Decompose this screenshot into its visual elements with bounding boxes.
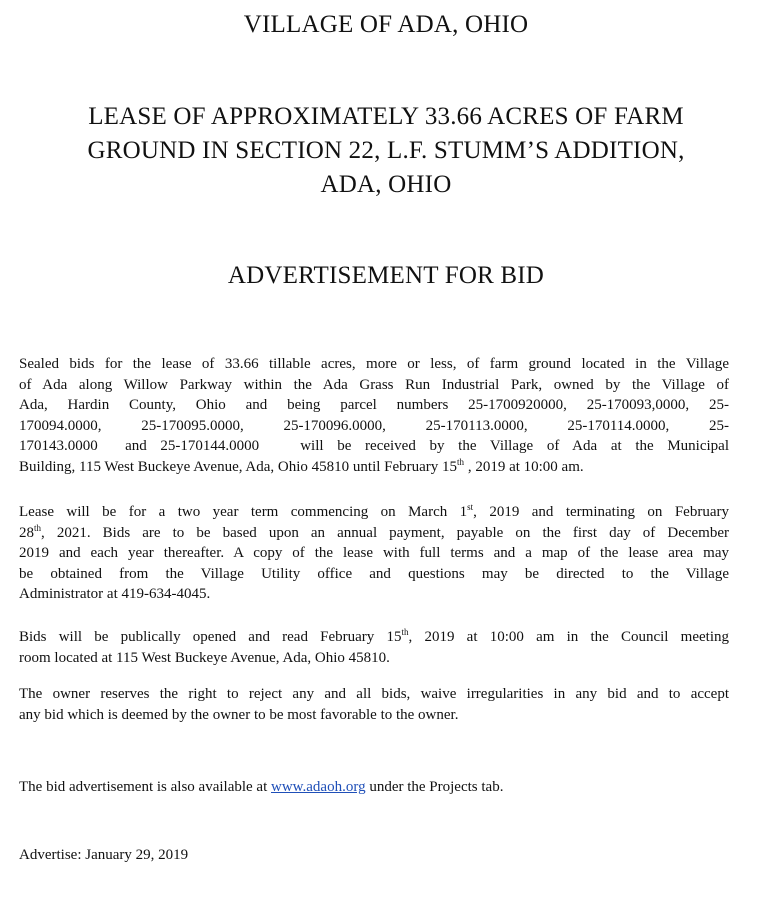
advertise-date (19, 845, 729, 866)
paragraph-line: The owner reserves the right to reject any and all bids, waive irregularities in any bid and to accept (19, 686, 729, 702)
ordinal-suffix: th (34, 522, 42, 533)
website-link[interactable]: www.adaoh.org (271, 779, 366, 795)
advertise-date-text: Advertise: January 29, 2019 (19, 847, 189, 863)
paragraph-line (19, 777, 729, 798)
lease-title-line: LEASE OF APPROXIMATELY 33.66 ACRES OF FARM (88, 103, 684, 130)
parcel-number: 25-170114.0000, (567, 417, 670, 434)
text-segment: The bid advertisement is also available at (19, 779, 271, 795)
paragraph-line (19, 523, 729, 544)
text-segment: Building, 115 West Buckeye Avenue, Ada, Ohio 45810 until February 15 (19, 458, 458, 475)
paragraph-line (19, 457, 729, 478)
parcel-number: 25- (709, 417, 729, 434)
paragraph-line: any bid which is deemed by the owner to be most favorable to the owner. (19, 706, 459, 723)
parcel-number: 25-170095.0000, (141, 417, 244, 434)
paragraph-availability (19, 777, 729, 798)
advertisement-title: ADVERTISEMENT FOR BID (227, 262, 545, 289)
text-segment: 28 (19, 524, 34, 541)
text-segment: , 2019 and terminating on February (473, 504, 729, 520)
text-segment: Bids will be publically opened and read February 15 (19, 629, 402, 645)
paragraph-line: 170143.0000 and 25-170144.0000 will be received by the Village of Ada at the Municipal (19, 438, 729, 454)
lease-title-line: ADA, OHIO (320, 171, 452, 198)
paragraph-line: Sealed bids for the lease of 33.66 tillable acres, more or less, of farm ground located in the Village (19, 356, 729, 372)
paragraph-line (19, 627, 729, 648)
paragraph-sealed-bids (19, 354, 729, 477)
paragraph-line: Ada, Hardin County, Ohio and being parcel numbers 25-1700920000, 25-170093,0000, 25- (19, 397, 729, 413)
parcel-number: 170094.0000, (19, 417, 102, 434)
text-segment: , 2021. Bids are to be based upon an annual payment, payable on the first day of December (41, 524, 729, 541)
paragraph-line: of Ada along Willow Parkway within the Ada Grass Run Industrial Park, owned by the Village of (19, 376, 729, 393)
paragraph-line: be obtained from the Village Utility office and questions may be directed to the Village (19, 565, 729, 582)
text-segment: , 2019 at 10:00 am. (464, 458, 584, 475)
paragraph-bid-opening (19, 627, 729, 668)
paragraph-line: Administrator at 419-634-4045. (19, 586, 211, 602)
text-segment: Lease will be for a two year term commencing on March 1 (19, 504, 468, 520)
ordinal-suffix: st (467, 502, 474, 512)
lease-title-line: GROUND IN SECTION 22, L.F. STUMM’S ADDITION, (87, 137, 685, 164)
text-segment: under the Projects tab. (365, 779, 504, 795)
paragraph-line: 2019 and each year thereafter. A copy of the lease with full terms and a map of the lease area may (19, 545, 729, 561)
ordinal-suffix: th (401, 627, 409, 637)
paragraph-lease-term (19, 502, 729, 605)
parcel-numbers-line (19, 416, 729, 437)
paragraph-line: room located at 115 West Buckeye Avenue, Ada, Ohio 45810. (19, 649, 390, 666)
parcel-number: 25-170113.0000, (425, 417, 528, 434)
village-title: VILLAGE OF ADA, OHIO (243, 11, 529, 38)
paragraph-owner-rights (19, 684, 729, 725)
text-segment: , 2019 at 10:00 am in the Council meeting (408, 629, 729, 645)
ordinal-suffix: th (457, 456, 465, 467)
lease-title (0, 100, 772, 202)
paragraph-line (19, 502, 729, 523)
parcel-number: 25-170096.0000, (283, 417, 386, 434)
